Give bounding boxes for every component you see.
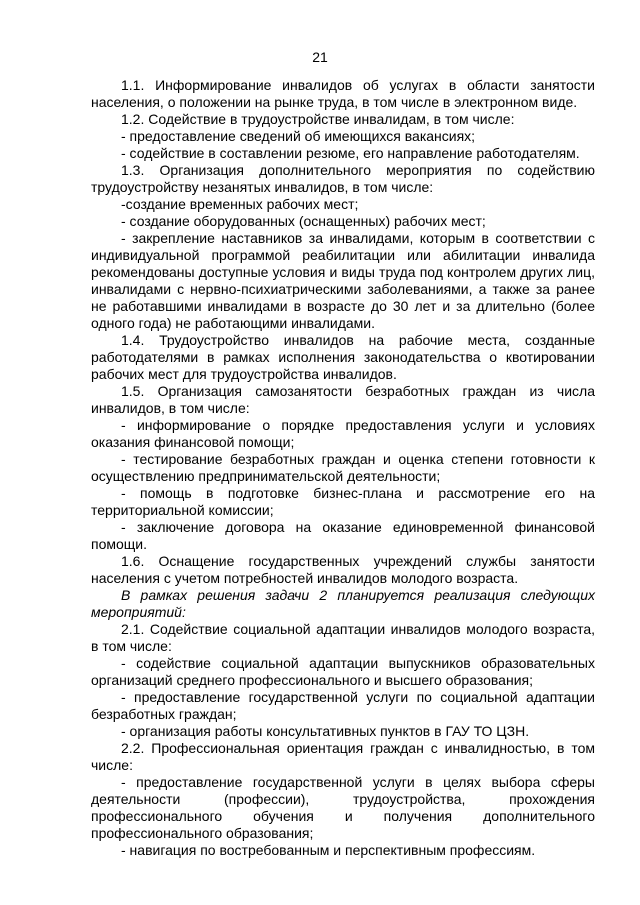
list-item: - предоставление сведений об имеющихся вакансиях; bbox=[121, 128, 476, 144]
list-item: - тестирование безработных граждан и оценка степени готовности к осуществлению предпринимательской деятельности; bbox=[91, 451, 595, 484]
list-item: - предоставление государственной услуги по социальной адаптации безработных граждан; bbox=[91, 689, 595, 722]
paragraph-1-3: 1.3. Организация дополнительного мероприятия по содействию трудоустройству незанятых инвалидов, в том числе: bbox=[91, 162, 595, 195]
list-item: - помощь в подготовке бизнес-плана и рассмотрение его на территориальной комиссии; bbox=[91, 485, 595, 518]
list-item: - организация работы консультативных пунктов в ГАУ ТО ЦЗН. bbox=[121, 723, 530, 739]
list-item: - содействие в составлении резюме, его направление работодателям. bbox=[121, 145, 580, 161]
list-item: - предоставление государственной услуги в целях выбора сферы деятельности (профессии), трудоустройства, прохождения профессионального обучения и получения дополнительного профессионального образования; bbox=[91, 774, 595, 841]
paragraph-1-4: 1.4. Трудоустройство инвалидов на рабочие места, созданные работодателями в рамках исполнения законодательства о квотировании рабочих мест для трудоустройства инвалидов. bbox=[91, 332, 595, 382]
task-2-intro: В рамках решения задачи 2 планируется реализация следующих мероприятий: bbox=[91, 587, 595, 620]
list-item: - информирование о порядке предоставления услуги и условиях оказания финансовой помощи; bbox=[91, 417, 595, 450]
list-item: - создание оборудованных (оснащенных) рабочих мест; bbox=[121, 213, 486, 229]
paragraph-1-5: 1.5. Организация самозанятости безработных граждан из числа инвалидов, в том числе: bbox=[91, 383, 595, 416]
list-item: - заключение договора на оказание единовременной финансовой помощи. bbox=[91, 519, 595, 552]
paragraph-1-1: 1.1. Информирование инвалидов об услугах в области занятости населения, о положении на рынке труда, в том числе в электронном виде. bbox=[91, 77, 595, 110]
paragraph-1-2: 1.2. Содействие в трудоустройстве инвалидам, в том числе: bbox=[121, 111, 515, 127]
list-item: - содействие социальной адаптации выпускников образовательных организаций среднего профессионального и высшего образования; bbox=[91, 655, 595, 688]
paragraph-1-6: 1.6. Оснащение государственных учреждений службы занятости населения с учетом потребностей инвалидов молодого возраста. bbox=[91, 553, 595, 586]
document-body bbox=[91, 77, 595, 859]
list-item: -создание временных рабочих мест; bbox=[121, 196, 359, 212]
list-item: - закрепление наставников за инвалидами, которым в соответствии с индивидуальной программой реабилитации или абилитации инвалида рекомендованы доступные условия и виды труда под контролем других лиц, инвалидами с нервно-психиатрическими заболеваниями, а также за ранее не работавшими инвалидами в возрасте до 30 лет и за длительно (более одного года) не работающими инвалидами. bbox=[91, 230, 595, 331]
page-number: 21 bbox=[312, 49, 328, 65]
paragraph-2-2: 2.2. Профессиональная ориентация граждан с инвалидностью, в том числе: bbox=[91, 740, 595, 773]
paragraph-2-1: 2.1. Содействие социальной адаптации инвалидов молодого возраста, в том числе: bbox=[91, 621, 595, 654]
list-item: - навигация по востребованным и перспективным профессиям. bbox=[121, 842, 536, 858]
